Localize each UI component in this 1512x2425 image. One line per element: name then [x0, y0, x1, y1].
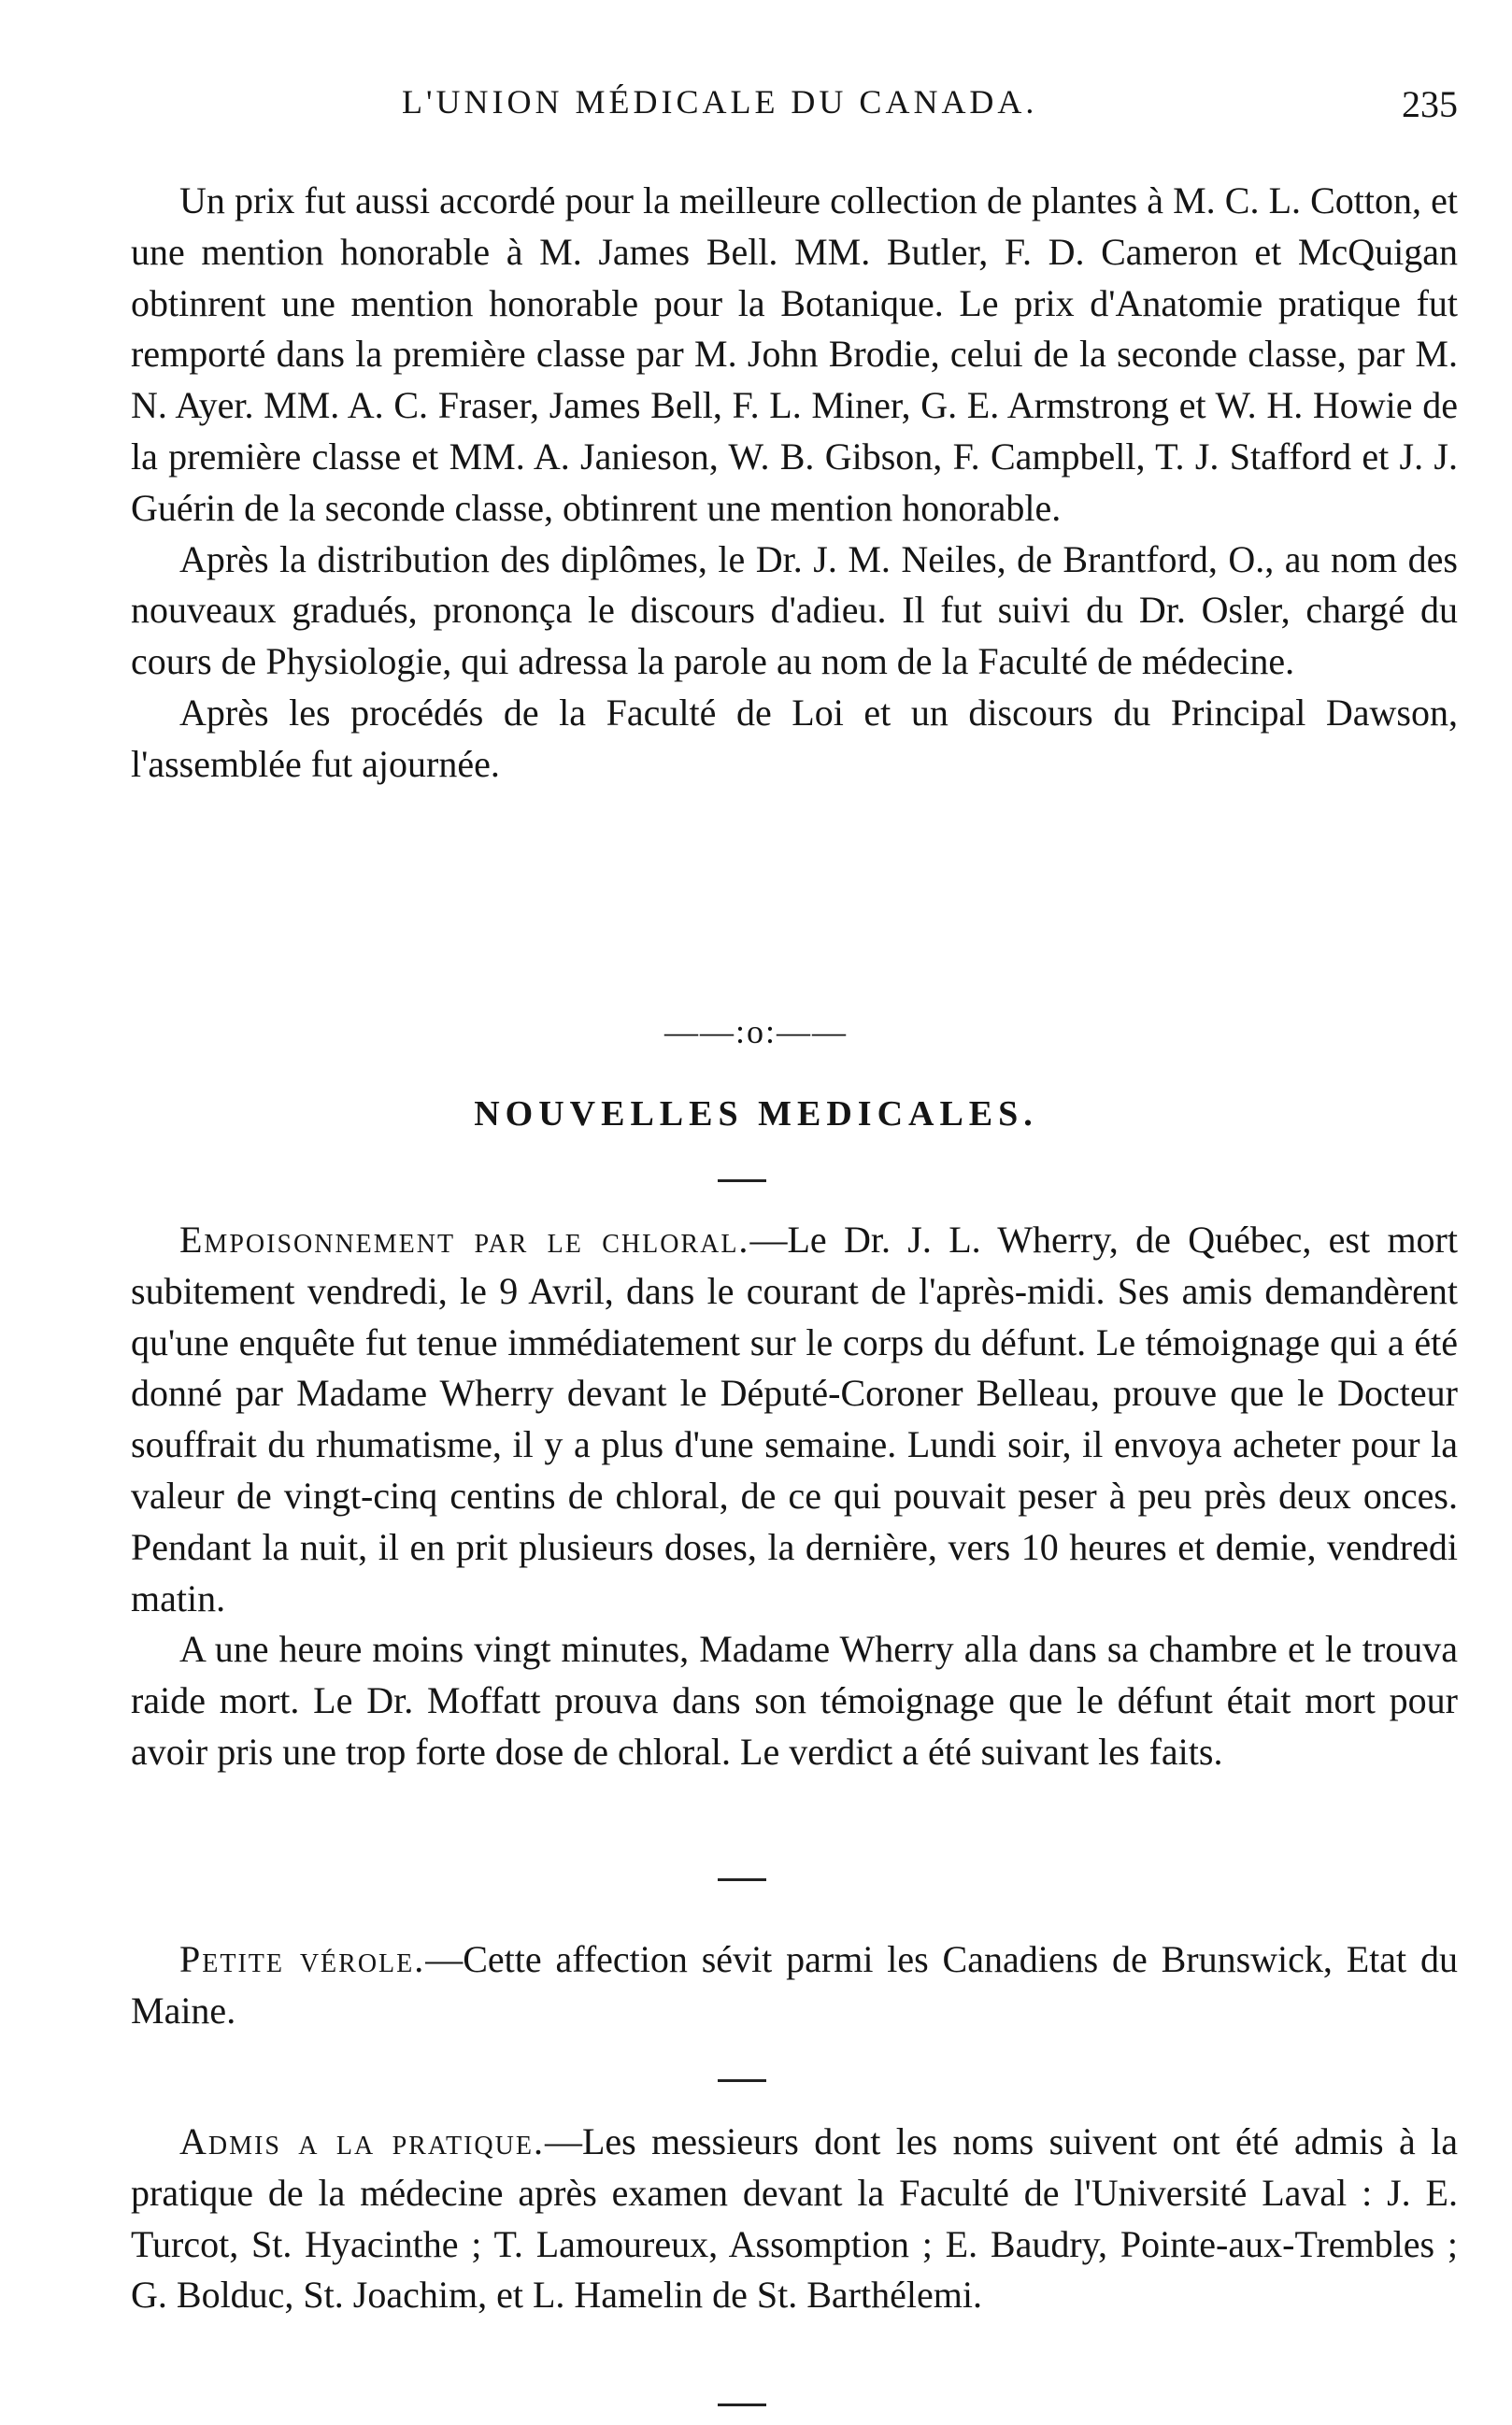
news-heading: Empoisonnement par le chloral.	[179, 1219, 750, 1261]
paragraph-prizes: Un prix fut aussi accordé pour la meilleure collection de plantes à M. C. L. Cotton, et une mention honorable à M. James Bell. MM. Butler, F. D. Cameron et McQuigan obtinrent une mention honorable pour la Botanique. Le prix d'Anatomie pratique fut remporté dans la première classe par M. John Brodie, celui de la seconde classe, par M. N. Ayer. MM. A. C. Fraser, James Bell, F. L. Miner, G. E. Armstrong et W. H. Howie de la première classe et MM. A. Janieson, W. B. Gibson, F. Campbell, T. J. Stafford et J. J. Guérin de la seconde classe, obtinrent une mention honorable.	[131, 179, 1458, 529]
title-rule	[718, 1179, 766, 1182]
running-head	[131, 82, 1458, 138]
paragraph-adjournment: Après les procédés de la Faculté de Loi et un discours du Principal Dawson, l'assemblée fut ajournée.	[131, 691, 1458, 785]
section-title: NOUVELLES MEDICALES.	[474, 1094, 1038, 1134]
news-item-chloral	[131, 1215, 1458, 1778]
item-rule	[718, 2079, 766, 2082]
news-item-admitted	[131, 2117, 1458, 2321]
running-title: L'UNION MÉDICALE DU CANADA.	[402, 83, 1038, 121]
news-paragraph: A une heure moins vingt minutes, Madame Wherry alla dans sa chambre et le trouva raide mort. Le Dr. Moffatt prouva dans son témoignage que le défunt était mort pour avoir pris une trop forte dose de chloral. Le verdict a été suivant les faits.	[131, 1628, 1458, 1773]
news-item-smallpox	[131, 1934, 1458, 2037]
news-paragraph	[131, 1215, 1458, 1624]
news-text: —Le Dr. J. L. Wherry, de Québec, est mort subitement vendredi, le 9 Avril, dans le courant de l'après-midi. Ses amis demandèrent qu'une enquête fut tenue immédiatement sur le corps du défunt. Le témoignage qui a été donné par Madame Wherry devant le Député-Coroner Belleau, prouve que le Docteur souffrait du rhumatisme, il y a plus d'une semaine. Lundi soir, il envoya acheter pour la valeur de vingt-cinq centins de chloral, de ce qui pouvait peser à peu près deux onces. Pendant la nuit, il en prit plusieurs doses, la dernière, vers 10 heures et demie, vendredi matin.	[131, 1219, 1458, 1619]
section-divider: ——:o:——	[663, 1013, 848, 1050]
page-number: 235	[1402, 83, 1458, 125]
paragraph-diplomas: Après la distribution des diplômes, le Dr. J. M. Neiles, de Brantford, O., au nom des nouveaux gradués, prononça le discours d'adieu. Il fut suivi du Dr. Osler, chargé du cours de Physiologie, qui adressa la parole au nom de la Faculté de médecine.	[131, 537, 1458, 683]
news-paragraph	[131, 2117, 1458, 2321]
news-heading: Admis a la pratique.	[179, 2120, 545, 2162]
intro-text-block	[131, 176, 1458, 791]
item-rule	[718, 2404, 766, 2406]
item-rule	[718, 1878, 766, 1881]
news-heading: Petite vérole.	[179, 1938, 426, 1980]
news-text: —Cette affection sévit parmi les Canadiens de Brunswick, Etat du Maine.	[131, 1938, 1458, 2032]
news-text: —Les messieurs dont les noms suivent ont été admis à la pratique de la médecine après examen devant la Faculté de l'Université Laval : J. E. Turcot, St. Hyacinthe ; T. Lamoureux, Assomption ; E. Baudry, Pointe-aux-Trembles ; G. Bolduc, St. Joachim, et L. Hamelin de St. Barthélemi.	[131, 2120, 1458, 2317]
news-paragraph	[131, 1934, 1458, 2037]
